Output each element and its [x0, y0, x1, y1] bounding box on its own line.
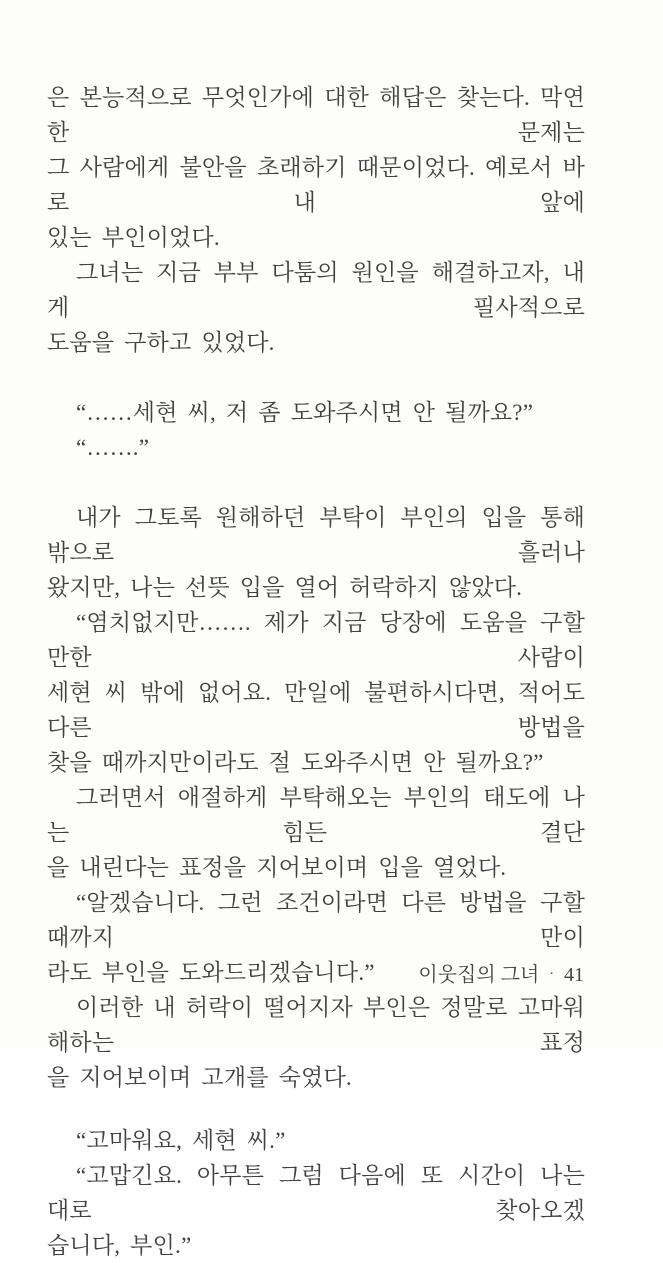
text-line: 그녀는 지금 부부 다툼의 원인을 해결하고자, 내게 필사적으로 — [47, 260, 585, 320]
text-line: 은 본능적으로 무엇인가에 대한 해답은 찾는다. 막연한 문제는 — [47, 85, 585, 145]
text-line dialogue-line: 찾을 때까지만이라도 절 도와주시면 안 될까요?” — [47, 750, 544, 775]
text-line dialogue-line: “염치없지만……. 제가 지금 당장에 도움을 구할 만한 사람이 — [47, 610, 585, 670]
page-footer — [418, 962, 584, 988]
text-line dialogue-line: 습니다, 부인.” — [47, 1233, 192, 1258]
text-line dialogue-line: “…….” — [76, 435, 150, 460]
text-line: 그 사람에게 불안을 초래하기 때문이었다. 예로서 바로 내 앞에 — [47, 155, 585, 215]
text-line: 을 지어보이며 고개를 숙였다. — [47, 1065, 352, 1090]
text-line: 왔지만, 나는 선뜻 입을 열어 허락하지 않았다. — [47, 575, 523, 600]
text-line dialogue-line: “고맙긴요. 아무튼 그럼 다음에 또 시간이 나는 대로 찾아오겠 — [47, 1163, 585, 1223]
running-title: 이웃집의 그녀 — [418, 964, 540, 986]
text-line dialogue-line: “고마워요, 세현 씨.” — [76, 1128, 286, 1153]
text-line: 그러면서 애절하게 부탁해오는 부인의 태도에 나는 힘든 결단 — [47, 785, 585, 845]
text-line dialogue-line: “알겠습니다. 그런 조건이라면 다른 방법을 구할 때까지 만이 — [47, 890, 585, 950]
text-line dialogue-line: 라도 부인을 도와드리겠습니다.” — [47, 960, 375, 985]
text-line: 도움을 구하고 있었다. — [47, 330, 275, 355]
text-line dialogue-line: 세현 씨 밖에 없어요. 만일에 불편하시다면, 적어도 다른 방법을 — [47, 680, 585, 740]
body-text — [47, 80, 585, 1263]
footer-separator-dot: · — [549, 967, 554, 982]
text-line: 내가 그토록 원해하던 부탁이 부인의 입을 통해 밖으로 흘러나 — [47, 505, 585, 565]
page-number: 41 — [564, 964, 584, 986]
text-line: 있는 부인이었다. — [47, 225, 220, 250]
text-line: 이러한 내 허락이 떨어지자 부인은 정말로 고마워해하는 표정 — [47, 995, 585, 1055]
text-line dialogue-line: “……세현 씨, 저 좀 도와주시면 안 될까요?” — [76, 400, 534, 425]
text-line: 을 내린다는 표정을 지어보이며 입을 열었다. — [47, 855, 507, 880]
